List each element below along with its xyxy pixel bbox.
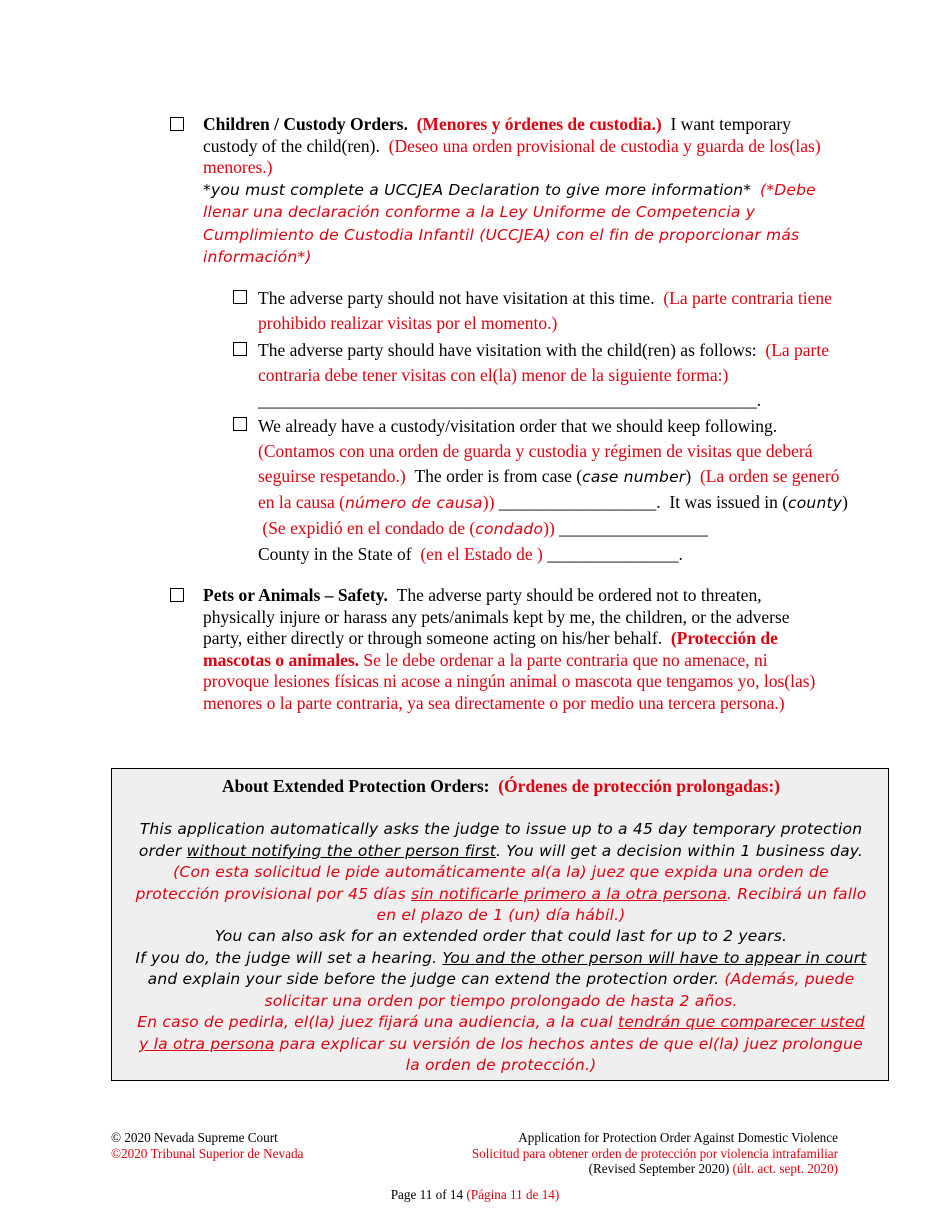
case-label-es: (La orden se generó en la causa ( bbox=[258, 466, 840, 512]
copyright-en: © 2020 Nevada Supreme Court bbox=[111, 1130, 278, 1145]
notice-p1-text-end: . You will get a decision within 1 business day. bbox=[496, 841, 864, 860]
county-label: It was issued in ( bbox=[669, 492, 789, 512]
revised-date bbox=[472, 1161, 838, 1177]
visitation-as-follows-text-es: (La parte contraria debe tener visitas con el(la) menor de la siguiente forma:) bbox=[258, 340, 830, 385]
form-title-en: Application for Protection Order Against Domestic Violence bbox=[518, 1130, 838, 1145]
pets-safety-heading: Pets or Animals – Safety. bbox=[203, 585, 388, 605]
county-hint-es: condado bbox=[475, 520, 544, 538]
case-label-es-end: )) bbox=[482, 492, 495, 512]
pets-safety-section bbox=[203, 585, 828, 714]
county-label-es: (Se expidió en el condado de ( bbox=[262, 518, 476, 538]
county-label-es-end: )) bbox=[543, 518, 555, 538]
county-label-end: ) bbox=[842, 492, 848, 512]
no-visitation-checkbox[interactable] bbox=[233, 290, 247, 304]
page-number bbox=[0, 1187, 950, 1203]
footer-right bbox=[472, 1130, 838, 1177]
notice-paragraph-2 bbox=[134, 926, 868, 1077]
case-hint: case number bbox=[582, 468, 686, 486]
page-number-en: Page 11 of 14 bbox=[390, 1187, 464, 1202]
revised-es: (últ. act. sept. 2020) bbox=[732, 1161, 838, 1176]
notice-p2-text-es-end: para explicar su versión de los hechos antes de que el(la) juez prolongue la orden de protección.) bbox=[279, 1034, 863, 1074]
children-custody-heading-es: (Menores y órdenes de custodia.) bbox=[416, 114, 662, 134]
revised-en: (Revised September 2020) bbox=[588, 1161, 730, 1176]
copyright-es: ©2020 Tribunal Superior de Nevada bbox=[111, 1145, 304, 1161]
pets-safety-text: The adverse party should be ordered not to threaten, physically injure or harass any pets/animals kept by me, the children, or the adverse party, either directly or through someone acting on his/her behalf. bbox=[203, 585, 790, 648]
case-label: The order is from case ( bbox=[414, 466, 583, 486]
children-custody-section bbox=[203, 114, 843, 269]
notice-paragraph-1 bbox=[134, 819, 868, 927]
footer-left bbox=[111, 1130, 303, 1161]
notice-p1-text-es: (Con esta solicitud le pide automáticamente al(a la) juez que expida una orden de protección provisional por 45 días bbox=[135, 863, 829, 903]
children-custody-heading: Children / Custody Orders. bbox=[203, 114, 408, 134]
case-number-field[interactable]: __________________. bbox=[498, 492, 661, 512]
state-label-es: (en el Estado de ) bbox=[420, 544, 543, 564]
notice-p1-text-es-end: . Recibirá un fallo en el plazo de 1 (un) día hábil.) bbox=[376, 884, 867, 924]
state-field[interactable]: _______________. bbox=[547, 544, 683, 564]
notice-p2-line1: You can also ask for an extended order that could last for up to 2 years. bbox=[214, 927, 788, 945]
notice-title-es: (Órdenes de protección prolongadas:) bbox=[498, 776, 781, 796]
notice-p2-underlined-es: tendrán que comparecer usted y la otra persona bbox=[139, 1013, 865, 1053]
children-custody-text: I want temporary custody of the child(ren). bbox=[203, 114, 791, 156]
case-label-end: ) bbox=[685, 466, 692, 486]
county-hint: county bbox=[788, 494, 843, 512]
notice-p2-text-end: and explain your side before the judge can extend the protection order. bbox=[147, 970, 720, 988]
notice-title-en: About Extended Protection Orders: bbox=[221, 776, 490, 796]
no-visitation-text-es: (La parte contraria tiene prohibido realizar visitas por el momento.) bbox=[258, 288, 832, 333]
visitation-details-field[interactable]: _________________________________________________________. bbox=[258, 390, 762, 410]
visitation-as-follows-checkbox[interactable] bbox=[233, 342, 247, 356]
notice-p2-text-es: (Además, puede solicitar una orden por tiempo prolongado de hasta 2 años. bbox=[264, 970, 855, 1010]
no-visitation-option bbox=[258, 286, 858, 336]
pets-safety-text-es: Se le debe ordenar a la parte contraria que no amenace, ni provoque lesiones físicas ni acose a ningún animal o mascota que tengamos yo, los(las) menores o la parte contraria, ya sea directamente o por medio una tercera persona.) bbox=[203, 649, 816, 713]
notice-p2-text-es-b: En caso de pedirla, el(la) juez fijará una audiencia, a la cual bbox=[137, 1013, 613, 1031]
no-visitation-text: The adverse party should not have visitation at this time. bbox=[258, 288, 655, 308]
notice-p2-underlined: You and the other person will have to appear in court bbox=[442, 948, 867, 967]
pets-safety-checkbox[interactable] bbox=[170, 588, 184, 602]
existing-order-checkbox[interactable] bbox=[233, 417, 247, 431]
children-custody-checkbox[interactable] bbox=[170, 117, 184, 131]
notice-p2-text: If you do, the judge will set a hearing. bbox=[135, 948, 438, 967]
county-field[interactable]: _________________ bbox=[559, 518, 708, 538]
uccjea-note: *you must complete a UCCJEA Declaration to give more information* bbox=[203, 180, 752, 199]
visitation-as-follows-option bbox=[258, 338, 858, 413]
form-title-es: Solicitud para obtener orden de protección por violencia intrafamiliar bbox=[471, 1145, 838, 1161]
existing-order-text: We already have a custody/visitation order that we should keep following. bbox=[258, 416, 778, 436]
visitation-as-follows-text: The adverse party should have visitation with the child(ren) as follows: bbox=[258, 340, 757, 360]
case-hint-es: número de causa bbox=[344, 494, 483, 512]
children-custody-text-es: (Deseo una orden provisional de custodia y guarda de los(las) menores.) bbox=[203, 135, 821, 177]
notice-title bbox=[134, 776, 868, 797]
extended-orders-notice bbox=[111, 768, 889, 1081]
pets-safety-heading-es: (Protección de mascotas o animales. bbox=[203, 628, 778, 670]
notice-p1-underlined: without notifying the other person first bbox=[186, 841, 497, 860]
uccjea-note-es: (*Debe llenar una declaración conforme a la Ley Uniforme de Competencia y Cumplimiento de Custodia Infantil (UCCJEA) con el fin de proporcionar más información*) bbox=[203, 180, 816, 266]
notice-p1-text: This application automatically asks the judge to issue up to a 45 day temporary protection order bbox=[138, 820, 863, 860]
existing-order-option bbox=[258, 414, 858, 567]
page-number-es: (Página 11 de 14) bbox=[466, 1187, 560, 1202]
existing-order-text-es: (Contamos con una orden de guarda y custodia y régimen de visitas que deberá seguirse respetando.) bbox=[258, 441, 813, 486]
state-label: County in the State of bbox=[258, 544, 412, 564]
notice-p1-underlined-es: sin notificarle primero a la otra persona bbox=[411, 884, 728, 903]
